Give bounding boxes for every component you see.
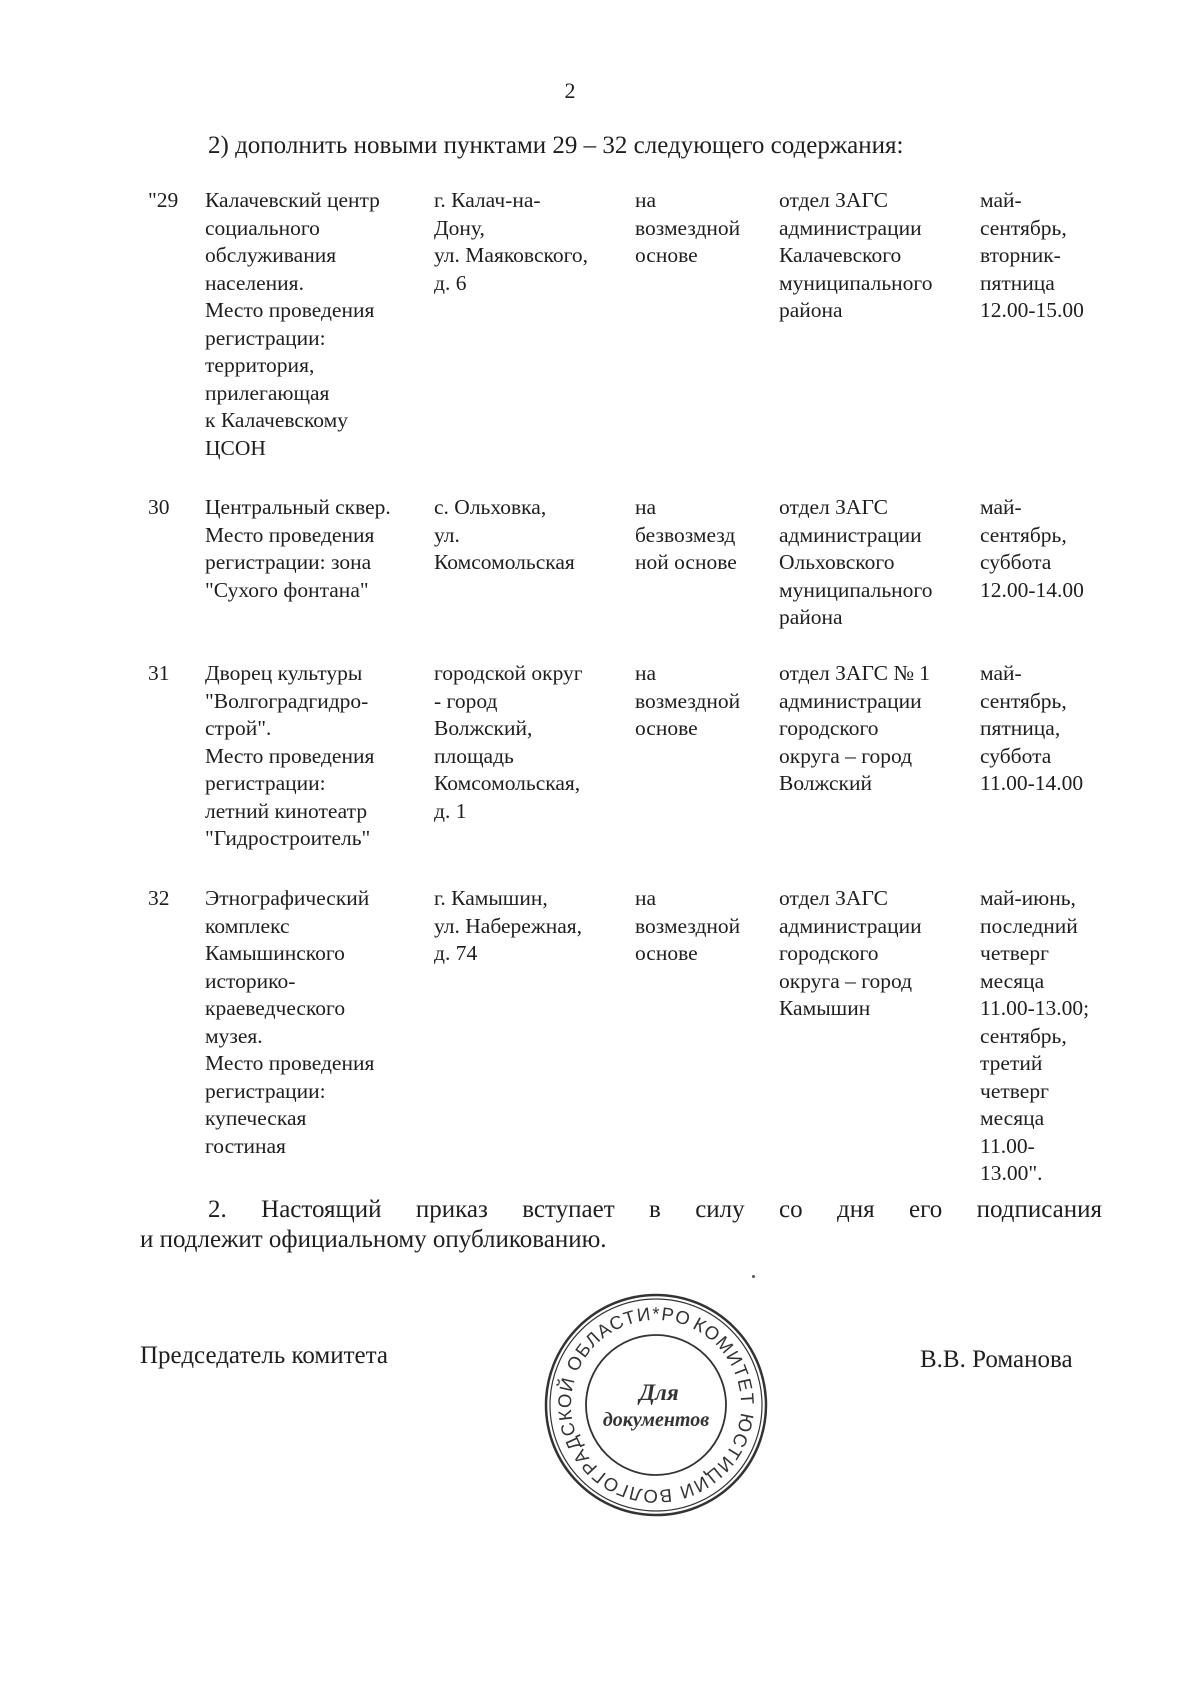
signature-name: В.В. Романова <box>920 1346 1073 1373</box>
office-cell: отдел ЗАГС администрации Калачевского муниципального района <box>779 188 933 322</box>
closing-line-2: и подлежит официальному опубликованию. <box>140 1226 607 1253</box>
address-cell: г. Калач-на- Дону, ул. Маяковского, д. 6 <box>434 188 589 295</box>
basis-cell: на безвозмезд ной основе <box>635 495 737 574</box>
scan-speck <box>752 1275 755 1278</box>
seal-center-line-1: Для <box>639 1380 679 1405</box>
schedule-cell: май- сентябрь, суббота 12.00-14.00 <box>980 495 1084 602</box>
signature-role: Председатель комитета <box>140 1342 388 1369</box>
basis-cell: на возмездной основе <box>635 886 741 965</box>
official-seal-stamp <box>543 1292 769 1518</box>
venue-cell: Центральный сквер. Место проведения регистрации: зона "Сухого фонтана" <box>205 495 391 602</box>
schedule-cell: май-июнь, последний четверг месяца 11.00-13.00; сентябрь, третий четверг месяца 11.00- 13.00". <box>980 886 1090 1185</box>
office-cell: отдел ЗАГС № 1 администрации городского округа – город Волжский <box>779 661 930 795</box>
schedule-cell: май- сентябрь, вторник- пятница 12.00-15.00 <box>980 188 1084 322</box>
seal-outer-text: КОМИТЕТ ЮСТИЦИИ ВОЛГОГРАДСКОЙ ОБЛАСТИ*РОССИЯ* <box>553 1302 759 1508</box>
closing-line-1: 2. Настоящий приказ вступает в силу со дня его подписания <box>208 1196 1102 1223</box>
address-cell: с. Ольховка, ул. Комсомольская <box>434 495 575 574</box>
seal-outer-ring-inner <box>550 1299 762 1511</box>
venue-cell: Этнографический комплекс Камышинского историко- краеведческого музея. Место проведения регистрации: купеческая гостиная <box>205 886 375 1158</box>
item-number: 31 <box>148 661 170 685</box>
seal-inner-ring <box>586 1335 726 1475</box>
amendment-intro: 2) дополнить новыми пунктами 29 – 32 следующего содержания: <box>208 132 904 159</box>
office-cell: отдел ЗАГС администрации городского округа – город Камышин <box>779 886 922 1020</box>
basis-cell: на возмездной основе <box>635 661 741 740</box>
basis-cell: на возмездной основе <box>635 188 741 267</box>
item-number: 30 <box>148 495 170 519</box>
venue-cell: Дворец культуры "Волгоградгидро- строй". Место проведения регистрации: летний кинотеатр "Гидростроитель" <box>205 661 375 850</box>
schedule-cell: май- сентябрь, пятница, суббота 11.00-14.00 <box>980 661 1084 795</box>
seal-outer-ring <box>546 1295 766 1515</box>
office-cell: отдел ЗАГС администрации Ольховского муниципального района <box>779 495 933 629</box>
address-cell: городской округ - город Волжский, площадь Комсомольская, д. 1 <box>434 661 583 823</box>
venue-cell: Калачевский центр социального обслуживания населения. Место проведения регистрации: территория, прилегающая к Калачевскому ЦСОН <box>205 188 380 460</box>
seal-center-line-2: документов <box>602 1409 710 1431</box>
item-number: "29 <box>148 188 179 212</box>
item-number: 32 <box>148 886 170 910</box>
page-number: 2 <box>564 78 576 103</box>
closing-paragraph <box>140 1196 1102 1224</box>
address-cell: г. Камышин, ул. Набережная, д. 74 <box>434 886 583 965</box>
